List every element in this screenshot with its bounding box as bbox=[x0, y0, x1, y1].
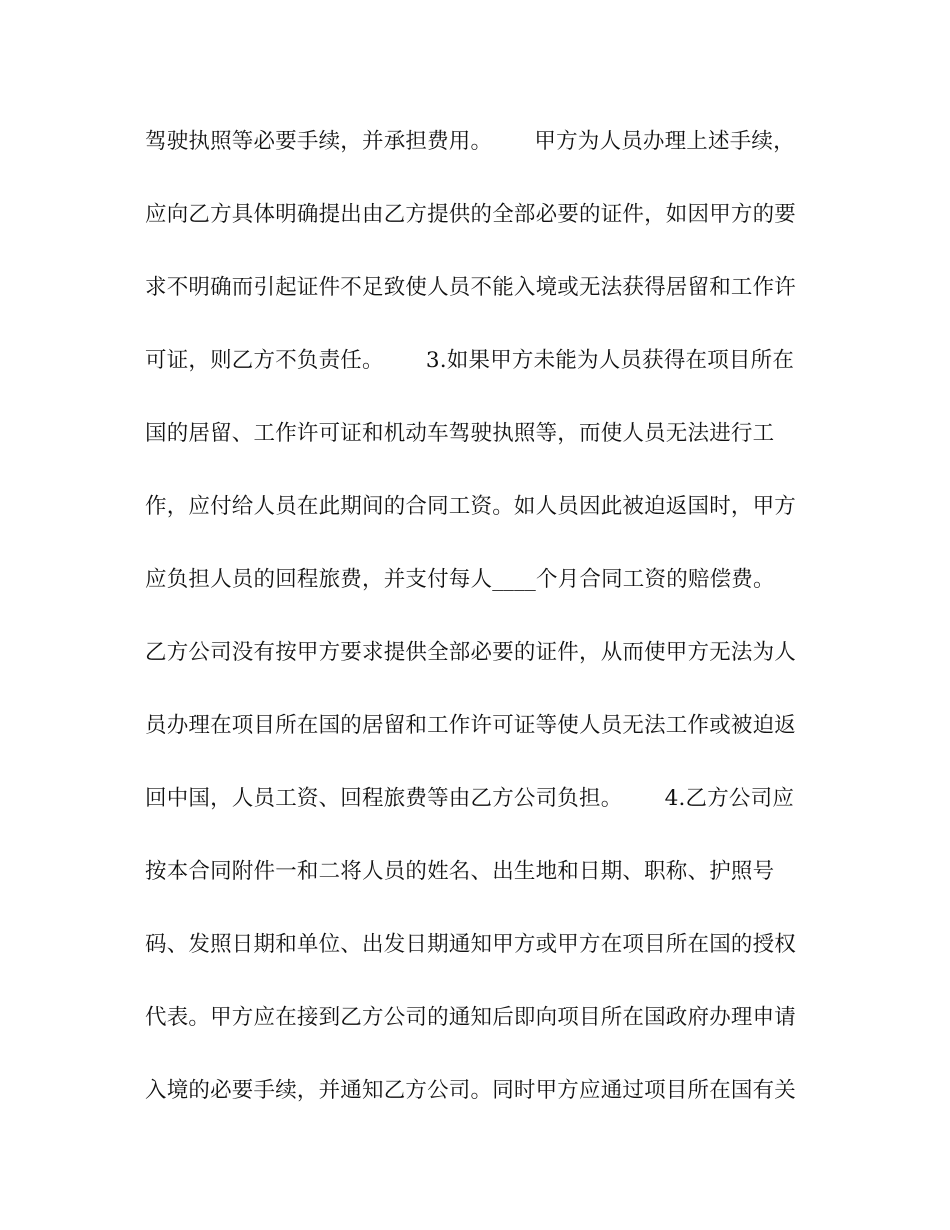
text-line-14: 入境的必要手续，并通知乙方公司。同时甲方应通过项目所在国有关 bbox=[145, 1078, 797, 1103]
text-line-10: 回中国，人员工资、回程旅费等由乙方公司负担。 4.乙方公司应 bbox=[145, 786, 795, 811]
text-line-5: 国的居留、工作许可证和机动车驾驶执照等，而使人员无法进行工 bbox=[145, 421, 775, 446]
text-line-4: 可证，则乙方不负责任。 3.如果甲方未能为人员获得在项目所在 bbox=[145, 348, 795, 373]
text-line-8: 乙方公司没有按甲方要求提供全部必要的证件，从而使甲方无法为人 bbox=[145, 640, 797, 665]
contract-body-text bbox=[145, 120, 805, 1142]
text-line-3: 求不明确而引起证件不足致使人员不能入境或无法获得居留和工作许 bbox=[145, 275, 797, 300]
text-line-9: 员办理在项目所在国的居留和工作许可证等使人员无法工作或被迫返 bbox=[145, 713, 797, 738]
text-line-13: 代表。甲方应在接到乙方公司的通知后即向项目所在国政府办理申请 bbox=[145, 1005, 797, 1030]
text-line-6: 作，应付给人员在此期间的合同工资。如人员因此被迫返国时，甲方 bbox=[145, 494, 797, 519]
text-line-1: 驾驶执照等必要手续，并承担费用。 甲方为人员办理上述手续， bbox=[145, 129, 795, 154]
text-line-12: 码、发照日期和单位、出发日期通知甲方或甲方在项目所在国的授权 bbox=[145, 932, 797, 957]
text-line-2: 应向乙方具体明确提出由乙方提供的全部必要的证件，如因甲方的要 bbox=[145, 202, 797, 227]
text-line-7: 应负担人员的回程旅费，并支付每人____个月合同工资的赔偿费。 bbox=[145, 567, 775, 592]
text-line-11: 按本合同附件一和二将人员的姓名、出生地和日期、职称、护照号 bbox=[145, 859, 775, 884]
